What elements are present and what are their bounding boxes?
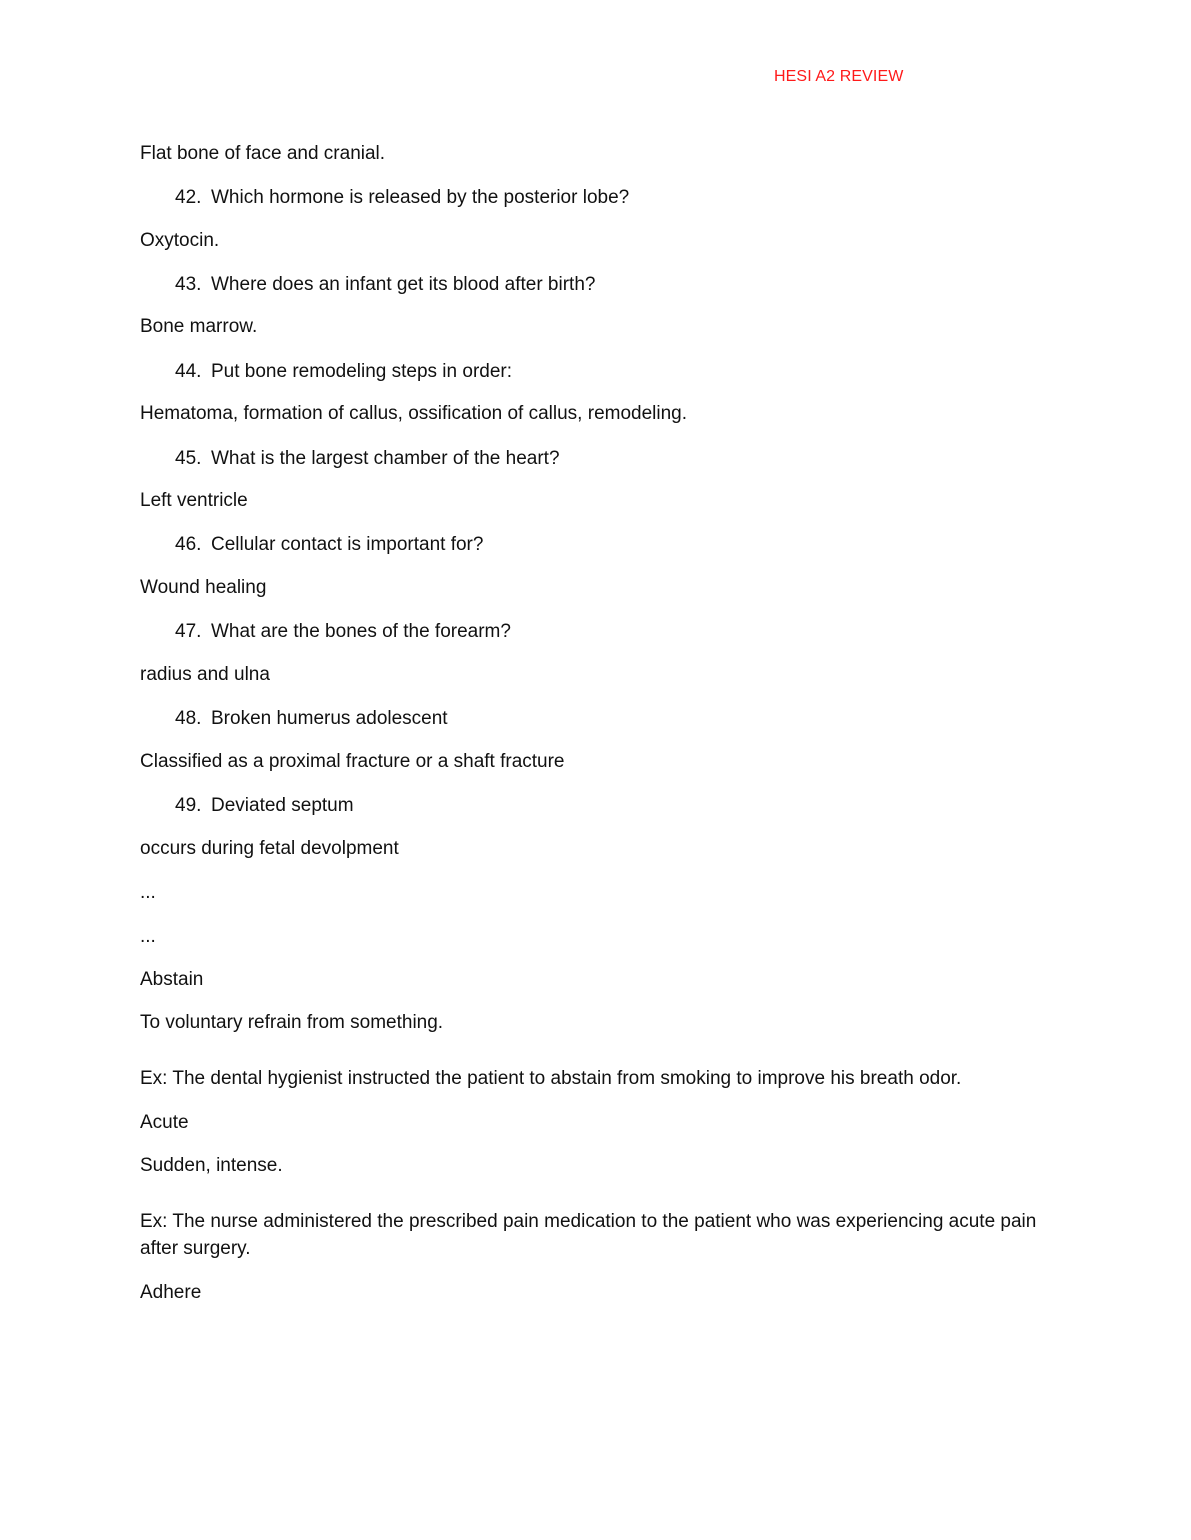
question-43	[175, 271, 595, 298]
question-text: Where does an infant get its blood after birth?	[211, 274, 596, 295]
question-45	[175, 445, 560, 472]
vocab-term-abstain: Abstain	[140, 969, 204, 990]
page-header-title: HESI A2 REVIEW	[774, 68, 904, 85]
answer-43: Bone marrow.	[140, 316, 258, 337]
answer-46: Wound healing	[140, 577, 267, 598]
question-text: Cellular contact is important for?	[211, 534, 484, 555]
ellipsis: ...	[140, 926, 156, 947]
question-number: 47.	[175, 621, 202, 642]
question-text: What is the largest chamber of the heart?	[211, 448, 560, 469]
answer-45: Left ventricle	[140, 490, 248, 511]
question-number: 48.	[175, 708, 202, 729]
vocab-example: Ex: The dental hygienist instructed the patient to abstain from smoking to improve his breath odor.	[140, 1068, 962, 1089]
vocab-example: Ex: The nurse administered the prescribed pain medication to the patient who was experiencing acute pain after surgery.	[140, 1211, 1037, 1259]
answer-44: Hematoma, formation of callus, ossification of callus, remodeling.	[140, 403, 688, 424]
question-46	[175, 531, 483, 558]
question-text: Put bone remodeling steps in order:	[211, 361, 513, 382]
question-number: 43.	[175, 274, 202, 295]
question-text: Deviated septum	[211, 795, 354, 816]
question-number: 45.	[175, 448, 202, 469]
vocab-term-adhere: Adhere	[140, 1282, 202, 1303]
question-number: 44.	[175, 361, 202, 382]
question-text: What are the bones of the forearm?	[211, 621, 511, 642]
question-44	[175, 358, 512, 385]
answer-49: occurs during fetal devolpment	[140, 838, 399, 859]
question-42	[175, 184, 629, 211]
answer-48: Classified as a proximal fracture or a shaft fracture	[140, 751, 565, 772]
question-number: 46.	[175, 534, 202, 555]
answer-47: radius and ulna	[140, 664, 270, 685]
vocab-definition: Sudden, intense.	[140, 1155, 283, 1176]
question-number: 49.	[175, 795, 202, 816]
question-number: 42.	[175, 187, 202, 208]
question-49	[175, 792, 354, 819]
question-text: Broken humerus adolescent	[211, 708, 448, 729]
question-text: Which hormone is released by the posterior lobe?	[211, 187, 630, 208]
question-47	[175, 618, 511, 645]
answer-42: Oxytocin.	[140, 230, 220, 251]
ellipsis: ...	[140, 882, 156, 903]
question-48	[175, 705, 448, 732]
vocab-term-acute: Acute	[140, 1112, 189, 1133]
answer-41: Flat bone of face and cranial.	[140, 143, 386, 164]
vocab-definition: To voluntary refrain from something.	[140, 1012, 444, 1033]
